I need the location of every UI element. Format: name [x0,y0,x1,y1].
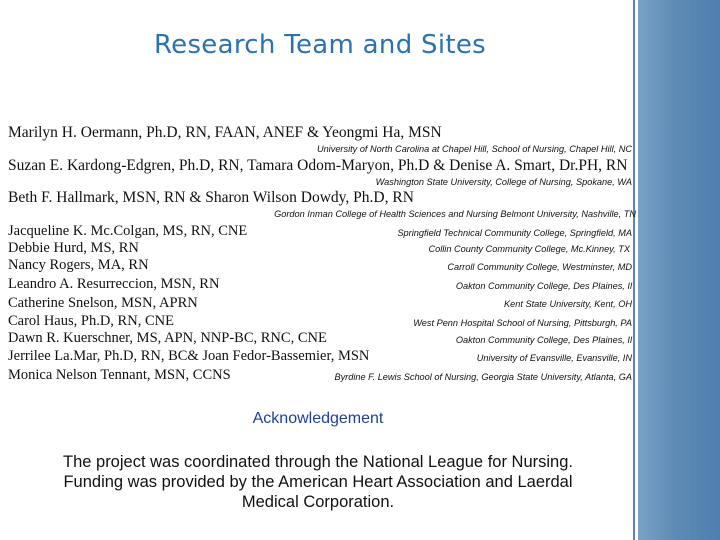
acknowledgement-text [0,452,636,512]
acknowledgement-line: The project was coordinated through the National League for Nursing. [63,453,573,471]
member-site: Springfield Technical Community College, Springfield, MA [397,228,632,238]
member-name: Nancy Rogers, MA, RN [8,257,149,273]
group-names: Beth F. Hallmark, MSN, RN & Sharon Wilson Dowdy, Ph.D, RN [8,189,414,206]
member-site: Oakton Community College, Des Plaines, Il [455,281,632,291]
member-site: Oakton Community College, Des Plaines, Il [455,335,632,345]
member-name: Dawn R. Kuerschner, MS, APN, NNP-BC, RNC, CNE [8,330,327,346]
member-name: Carol Haus, Ph.D, RN, CNE [8,313,174,329]
member-name: Catherine Snelson, MSN, APRN [8,295,198,311]
member-name: Leandro A. Resurreccion, MSN, RN [8,276,220,292]
group-names: Suzan E. Kardong-Edgren, Ph.D, RN, Tamara Odom-Maryon, Ph.D & Denise A. Smart, Dr.PH, RN [8,157,628,174]
side-bar [638,0,720,540]
group-affiliation: Gordon Inman College of Health Sciences and Nursing Belmont University, Nashville, TN [274,209,636,219]
member-site: Collin County Community College, Mc.Kinney, TX [428,244,630,254]
group-names: Marilyn H. Oermann, Ph.D, RN, FAAN, ANEF & Yeongmi Ha, MSN [8,124,442,141]
member-name: Jacqueline K. Mc.Colgan, MS, RN, CNE [8,223,248,239]
slide-title: Research Team and Sites [153,30,487,60]
member-name: Monica Nelson Tennant, MSN, CCNS [8,367,231,383]
member-name: Jerrilee La.Mar, Ph.D, RN, BC& Joan Fedor-Bassemier, MSN [8,348,370,364]
group-affiliation: Washington State University, College of Nursing, Spokane, WA [375,177,632,187]
acknowledgement-heading: Acknowledgement [252,410,384,427]
member-site: University of Evansville, Evansville, IN [476,353,632,363]
member-site: Byrdine F. Lewis School of Nursing, Georgia State University, Atlanta, GA [334,372,632,382]
acknowledgement-line: Medical Corporation. [241,493,395,511]
member-site: West Penn Hospital School of Nursing, Pittsburgh, PA [413,318,632,328]
group-affiliation: University of North Carolina at Chapel Hill, School of Nursing, Chapel Hill, NC [316,144,632,154]
acknowledgement-line: Funding was provided by the American Heart Association and Laerdal [63,473,573,491]
member-site: Kent State University, Kent, OH [504,299,632,309]
member-name: Debbie Hurd, MS, RN [8,240,139,256]
member-site: Carroll Community College, Westminster, MD [447,262,632,272]
